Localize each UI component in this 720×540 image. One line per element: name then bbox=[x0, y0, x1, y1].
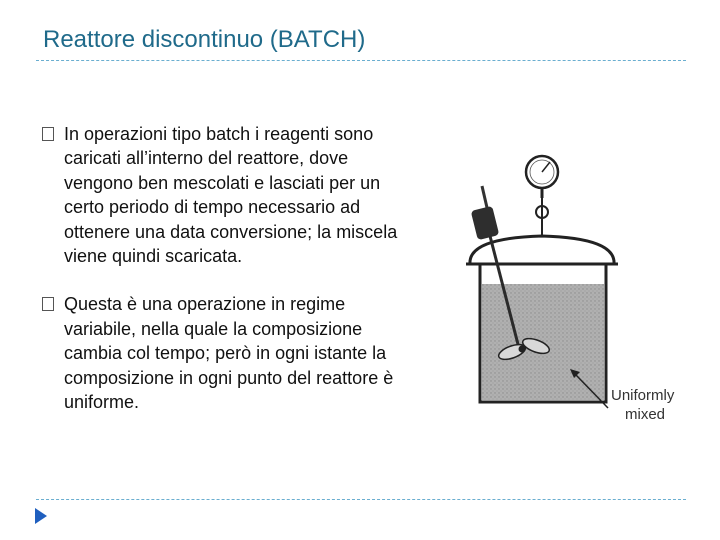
bullet-item bbox=[42, 122, 402, 268]
slide-title: Reattore discontinuo (BATCH) bbox=[43, 26, 366, 53]
bullet-text: Questa è una operazione in regime variabile, nella quale la composizione cambia col tempo; però in ogni istante la composizione in ogni punto del reattore è uniforme. bbox=[64, 294, 394, 413]
batch-reactor-diagram bbox=[458, 140, 698, 440]
square-bullet-icon bbox=[42, 297, 54, 311]
square-bullet-icon bbox=[42, 127, 54, 141]
figure-label-mixed: mixed bbox=[625, 406, 666, 423]
footer-divider bbox=[36, 499, 686, 500]
figure-label-uniformly: Uniformly bbox=[611, 387, 675, 404]
bullet-text: In operazioni tipo batch i reagenti sono caricati all’interno del reattore, dove vengono ben mescolati e lasciati per un certo periodo di tempo necessario ad ottenere una data conversione; la miscela viene quindi scaricata. bbox=[64, 124, 398, 267]
title-divider bbox=[36, 60, 686, 61]
pressure-gauge-icon bbox=[526, 156, 558, 236]
bullet-list bbox=[42, 122, 402, 438]
bullet-item bbox=[42, 292, 402, 414]
play-arrow-icon[interactable] bbox=[34, 507, 48, 525]
